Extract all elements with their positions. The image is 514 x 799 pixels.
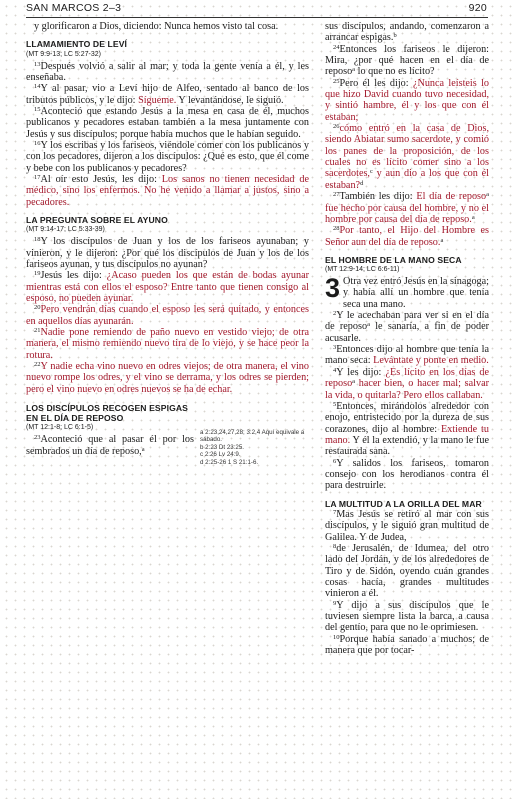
verse-number: 16 — [34, 139, 41, 147]
verse-text: Y los escribas y los fariseos, viéndole comer con los publicanos y con los pecadores, dijeron a los discípulos: ¿Qué es esto, que él come y bebe con los publicanos y pecadores? — [26, 139, 309, 174]
words-of-jesus: Por tanto, el Hijo del Hombre es Señor aun del día de reposo. — [325, 225, 489, 248]
verse-text: Y les dijo: — [336, 366, 386, 378]
verse-text: Mas Jesús se retiró al mar con sus discípulos, y le siguió gran multitud de Galilea. Y de Judea, — [325, 508, 489, 543]
verse-number: 2 — [333, 310, 337, 318]
verse-text: y glorificaron a Dios, diciendo: Nunca hemos visto tal cosa. — [34, 21, 279, 32]
right-column — [325, 21, 489, 656]
chapter-number: 3 — [325, 273, 341, 304]
verse-text: Pero él les dijo: — [339, 77, 413, 89]
verse-paragraph — [325, 543, 489, 600]
verse-number: 26 — [333, 123, 340, 131]
verse-number: 8 — [333, 542, 337, 550]
section-heading: LA MULTITUD A LA ORILLA DEL MAR — [325, 498, 482, 509]
parallel-references: (MT 12:9-14; LC 6:6-11) — [325, 266, 400, 274]
verse-paragraph — [26, 21, 309, 32]
words-of-jesus: hacer bien, o hacer mal; salvar la vida, o quitarla? Pero ellos callaban. — [325, 378, 489, 401]
verse-paragraph — [26, 327, 309, 361]
parallel-references: (MT 9:9-13; LC 5:27-32) — [26, 50, 101, 58]
verse-text: Y levantándose, le siguió. — [176, 94, 284, 106]
verse-paragraph — [26, 174, 309, 208]
verse-text: Porque había sanado a muchos; de manera que por tocar- — [325, 633, 489, 656]
verse-text: Y salidos los fariseos, tomaron consejo con los herodianos contra él para destruirle. — [325, 457, 489, 492]
verse-paragraph — [26, 140, 309, 174]
verse-number: 24 — [333, 43, 340, 51]
verse-number: 25 — [333, 77, 340, 85]
right-column-text — [325, 21, 489, 656]
verse-paragraph — [325, 634, 489, 657]
verse-number: 6 — [333, 457, 337, 465]
words-of-jesus: ¿Acaso pueden los que están de bodas ayunar mientras está con ellos el esposo? Entre tanto que tienen consigo al esposo, no pueden ayunar. — [26, 270, 309, 304]
verse-paragraph — [325, 78, 489, 123]
footnote: a 2:23,24,27,28; 3:2,4 Aquí equivale a sábado. — [200, 429, 305, 444]
words-of-jesus: ¿Nunca leísteis lo que hizo David cuando tuvo necesidad, y sintió hambre, él y los que con él estaban; — [325, 77, 489, 123]
verse-number: 17 — [34, 173, 41, 181]
verse-paragraph — [325, 344, 489, 367]
verse-paragraph — [325, 44, 489, 78]
words-of-jesus: Extiende tu mano. — [325, 423, 489, 446]
words-of-jesus: fue hecho por causa del hombre, y no el hombre por causa del día de reposo. — [325, 202, 489, 225]
verse-paragraph — [325, 225, 489, 248]
verse-paragraph — [325, 310, 489, 344]
verse-number: 18 — [34, 236, 41, 244]
verse-paragraph — [26, 434, 194, 457]
verse-number: 10 — [333, 633, 340, 641]
verse-text: Aconteció que al pasar él por los sembrados un día de reposo, — [26, 434, 194, 457]
words-of-jesus: ¿Es lícito en los días de reposo — [325, 366, 489, 390]
left-bottom-block — [26, 403, 309, 466]
verse-paragraph — [26, 361, 309, 395]
verse-paragraph — [325, 123, 489, 191]
verse-text: Y él la extendió, y la mano le fue restaurada sana. — [325, 434, 489, 458]
section-heading: LA PREGUNTA SOBRE EL AYUNO — [26, 215, 168, 226]
verse-text: Entonces los fariseos le dijeron: Mira, ¿por qué hacen en el día de reposo — [325, 43, 489, 78]
verse-paragraph — [325, 509, 489, 543]
words-of-jesus: Sígueme. — [138, 94, 177, 106]
verse-text: lo que no es lícito? — [355, 66, 435, 78]
verse-text: sus discípulos, andando, comenzaron a arrancar espigas. — [325, 21, 489, 44]
words-of-jesus: Los sanos no tienen necesidad de médico, sino los enfermos. No he venido a llamar a justos, sino a pecadores. — [26, 173, 310, 208]
verse-text: de Jerusalén, de Idumea, del otro lado del Jordán, y de los alrededores de Tiro y de Sidón, oyendo cuán grandes cosas hacía, grandes multitudes vinieron a él. — [325, 542, 489, 600]
footnote-marker: a — [352, 378, 356, 386]
bottom-passage — [26, 403, 194, 466]
verse-text: Al oír esto Jesús, les dijo: — [40, 173, 162, 185]
footnote-marker: c — [369, 168, 373, 176]
header-rule — [26, 17, 488, 18]
words-of-jesus: Nadie pone remiendo de paño nuevo en vestido viejo; de otra manera, el mismo remiendo nuevo tira de lo viejo, y se hace peor la rotura. — [26, 326, 309, 361]
verse-text: Y dijo a sus discípulos que le tuviesen siempre lista la barca, a causa del gentío, para que no le oprimiesen. — [325, 599, 489, 634]
words-of-jesus: cómo entró en la casa de Dios, siendo Abiatar sumo sacerdote, y comió los panes de la proposición, de los cuales no es lícito comer sino a los sacerdotes, — [325, 123, 489, 180]
verse-number: 22 — [34, 361, 41, 368]
verse-paragraph — [26, 270, 309, 304]
footnote-marker: b — [393, 32, 397, 40]
footnote-marker: a — [486, 191, 489, 199]
verse-paragraph — [325, 401, 489, 458]
verse-text: Y los discípulos de Juan y los de los fariseos ayunaban; y vinieron, y le dijeron: ¿Por qué los discípulos de Juan y los de los fariseos ayunan, y tus discípulos no ayunan? — [26, 236, 309, 270]
verse-number: 23 — [34, 434, 41, 442]
verse-number: 20 — [34, 304, 41, 312]
verse-text: Jesús les dijo: — [40, 270, 107, 282]
verse-text: También les dijo: — [339, 191, 417, 203]
footnote-marker: a — [471, 213, 475, 221]
footnote-marker: a — [367, 321, 370, 329]
verse-number: 7 — [333, 508, 337, 516]
verse-number: 9 — [333, 599, 337, 607]
parallel-references: (MT 9:14-17; LC 5:33-39) — [26, 226, 105, 234]
verse-paragraph — [325, 191, 489, 225]
verse-paragraph — [26, 106, 309, 140]
words-of-jesus: Y nadie echa vino nuevo en odres viejos; de otra manera, el vino nuevo rompe los odres, y el vino se derrama, y los odres se pierden; pero el vino nuevo en odres nuevos se ha de echar. — [26, 361, 309, 395]
verse-text: Aconteció que estando Jesús a la mesa en casa de él, muchos publicanos y pecadores estaban también a la mesa juntamente con Jesús y sus discípulos; porque había muchos que le habían seguido. — [26, 105, 309, 140]
verse-number: 21 — [34, 326, 41, 334]
section-heading: LLAMAMIENTO DE LEVÍ — [26, 39, 128, 50]
verse-number: 27 — [333, 191, 340, 199]
left-column-text — [26, 21, 309, 395]
footnote: c 2:26 Lv 24:9. — [200, 451, 241, 459]
footnote-marker: a — [141, 445, 145, 453]
footnote-marker: a — [440, 236, 444, 244]
verse-number: 13 — [34, 60, 41, 68]
verse-number: 3 — [333, 344, 337, 352]
verse-number: 28 — [333, 225, 340, 233]
verse-number: 15 — [34, 105, 41, 113]
chapter-opening — [325, 273, 490, 310]
verse-paragraph — [325, 458, 489, 492]
verse-number: 5 — [333, 400, 337, 408]
verse-paragraph — [26, 83, 309, 106]
footnote: b 2:23 Dt 23:25. — [200, 443, 245, 451]
footnote-marker: d — [360, 179, 364, 187]
footnote-marker: a — [352, 66, 356, 74]
verse-paragraph — [325, 600, 489, 634]
verse-text: Otra vez entró Jesús en la sinagoga; y había allí un hombre que tenía seca una mano. — [343, 276, 490, 310]
verse-number: 4 — [333, 366, 337, 374]
verse-paragraph — [325, 367, 489, 401]
words-of-jesus: Levántate y ponte en medio. — [373, 355, 489, 367]
verse-text: Después volvió a salir al mar; y toda la gente venía a él, y les enseñaba. — [26, 60, 309, 83]
verse-paragraph — [325, 21, 489, 44]
bottom-split — [26, 403, 309, 466]
verse-paragraph — [26, 304, 309, 327]
page-number: 920 — [468, 2, 487, 14]
verse-paragraph — [26, 236, 309, 270]
section-heading: LOS DISCÍPULOS RECOGEN ESPIGAS EN EL DÍA DE REPOSO — [26, 403, 189, 424]
words-of-jesus: y aun dio a los que con él estaban? — [325, 168, 489, 191]
parallel-references: (MT 12:1-8; LC 6:1-5) — [26, 424, 94, 432]
verse-number: 19 — [34, 270, 41, 278]
section-heading: EL HOMBRE DE LA MANO SECA — [325, 254, 462, 265]
words-of-jesus: El día de reposo — [416, 191, 487, 203]
verse-text: le sanaría, a fin de poder acusarle. — [325, 321, 489, 344]
footnote: d 2:25-26 1 S 21:1-6. — [200, 458, 259, 466]
words-of-jesus: Pero vendrán días cuando el esposo les será quitado, y entonces en aquellos días ayunarán. — [26, 304, 309, 327]
footnotes — [200, 403, 309, 466]
verse-text: Entonces, mirándolos alrededor con enojo, entristecido por la dureza de sus corazones, dijo al hombre: — [325, 400, 489, 435]
running-header-book: SAN MARCOS 2–3 — [26, 2, 122, 14]
verse-text: Entonces dijo al hombre que tenía la mano seca: — [325, 344, 489, 367]
verse-text: Y al pasar, vio a Leví hijo de Alfeo, sentado al banco de los tributos públicos, y le dijo: — [26, 83, 309, 106]
left-column — [26, 21, 309, 466]
verse-paragraph — [26, 61, 309, 84]
verse-number: 14 — [34, 83, 41, 91]
verse-text: Y le acechaban para ver si en el día de reposo — [325, 310, 489, 333]
